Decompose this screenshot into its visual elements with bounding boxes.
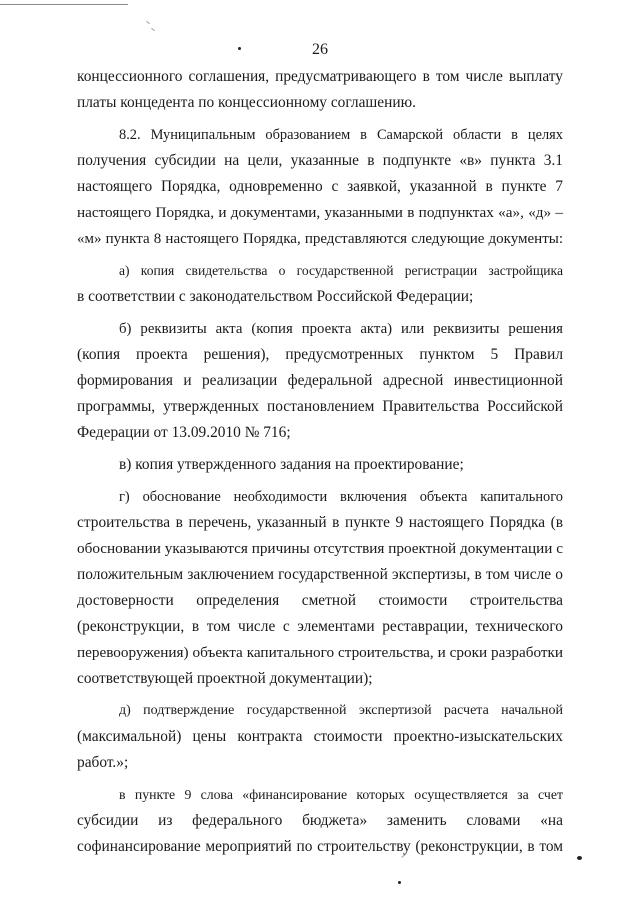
body-text xyxy=(77,64,563,860)
paragraph-8-2 xyxy=(77,122,563,252)
paragraph-item-d xyxy=(77,698,563,776)
text-line: концессионного соглашения, предусматривающего в том числе выплату xyxy=(77,68,563,85)
text-line: настоящего Порядка, одновременно с заявкой, указанной в пункте 7 xyxy=(77,178,563,195)
text-line: получения субсидии на цели, указанные в подпункте «в» пункта 3.1 xyxy=(77,152,563,169)
text-line: г) обоснование необходимости включения объекта капитального xyxy=(119,489,563,505)
text-line: работ.»; xyxy=(77,754,129,771)
text-line: субсидии из федерального бюджета» заменить словами «на xyxy=(77,812,563,829)
scan-speck xyxy=(577,856,582,860)
text-line: строительства в перечень, указанный в пункте 9 настоящего Порядка (в xyxy=(77,514,563,531)
text-line: соответствующей проектной документации); xyxy=(77,670,373,687)
text-line: б) реквизиты акта (копия проекта акта) или реквизиты решения xyxy=(119,321,563,337)
text-line: (реконструкции, в том числе с элементами реставрации, технического xyxy=(77,618,563,635)
text-line: программы, утвержденных постановлением Правительства Российской xyxy=(77,398,563,415)
text-line: в пункте 9 слова «финансирование которых осуществляется за счет xyxy=(119,787,563,802)
text-line: в соответствии с законодательством Российской Федерации; xyxy=(77,288,474,305)
text-line: положительным заключением государственной экспертизы, в том числе о xyxy=(77,566,563,583)
paragraph-item-g xyxy=(77,484,563,692)
scan-mark xyxy=(146,21,150,24)
text-line: «м» пункта 8 настоящего Порядка, представляются следующие документы: xyxy=(77,231,563,247)
text-line: (копия проекта решения), предусмотренных пунктом 5 Правил xyxy=(77,346,563,363)
paragraph-item-a xyxy=(77,258,563,310)
text-line: формирования и реализации федеральной адресной инвестиционной xyxy=(77,372,563,389)
text-line: настоящего Порядка, и документами, указанными в подпунктах «а», «д» – xyxy=(77,204,563,221)
paragraph-item-v xyxy=(77,452,563,478)
text-line: 8.2. Муниципальным образованием в Самарской области в целях xyxy=(119,127,563,143)
paragraph-item-b xyxy=(77,316,563,446)
top-rule xyxy=(0,4,128,5)
text-line: перевооружения) объекта капитального строительства, и сроки разработки xyxy=(77,644,563,661)
text-line: софинансирование мероприятий по строительству (реконструкции, в том xyxy=(77,838,563,855)
text-line: платы концедента по концессионному соглашению. xyxy=(77,94,416,111)
scan-speck xyxy=(398,881,401,884)
text-line: а) копия свидетельства о государственной регистрации застройщика xyxy=(119,263,563,278)
text-line: в) копия утвержденного задания на проектирование; xyxy=(119,456,464,473)
text-line: Федерации от 13.09.2010 № 716; xyxy=(77,424,291,441)
text-line: (максимальной) цены контракта стоимости проектно-изыскательских xyxy=(77,728,563,745)
text-line: достоверности определения сметной стоимости строительства xyxy=(77,592,563,609)
scan-mark xyxy=(151,28,155,31)
text-line: д) подтверждение государственной экспертизой расчета начальной xyxy=(119,703,563,718)
paragraph-point-9 xyxy=(77,782,563,860)
paragraph-continuation xyxy=(77,64,563,116)
text-line: обосновании указываются причины отсутствия проектной документации с xyxy=(77,540,563,557)
page-number: 26 xyxy=(312,41,328,58)
